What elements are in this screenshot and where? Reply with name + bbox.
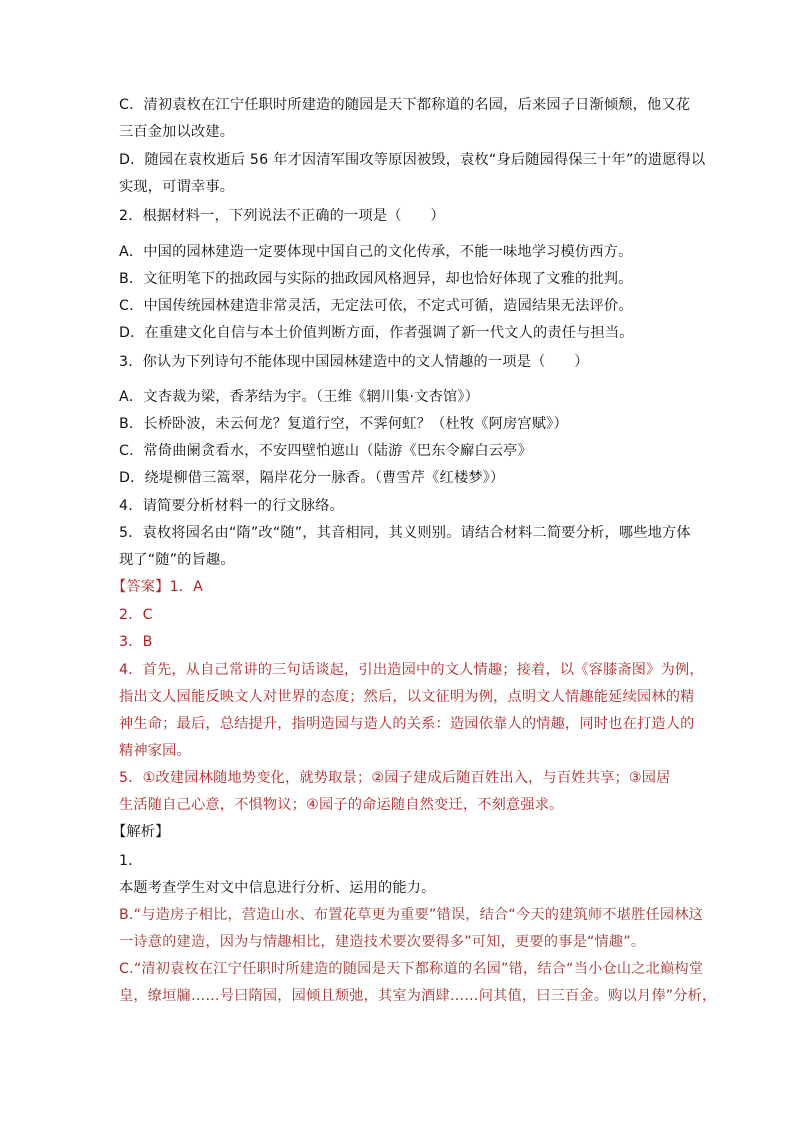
answer-4-line-2: 指出文人园能反映文人对世界的态度；然后，以文征明为例，点明文人情趣能延续园林的精 (119, 689, 695, 705)
analysis-1-b-line-1: B.“与造房子相比，营造山水、布置花草更为重要”错误，结合“今天的建筑师不堪胜任园林这 (119, 907, 704, 923)
answer-3: 3．B (119, 634, 153, 650)
analysis-heading: 【解析】 (112, 824, 170, 840)
question-1-option-c-line-1: C．清初袁枚在江宁任职时所建造的随园是天下都称道的名园，后来园子日渐倾颓，他又花 (119, 97, 691, 113)
analysis-1-intro: 本题考查学生对文中信息进行分析、运用的能力。 (119, 880, 436, 896)
answer-4-line-4: 精神家园。 (119, 743, 191, 759)
question-3-option-b: B．长桥卧波，未云何龙？复道行空，不霁何虹？（杜牧《阿房宫赋》） (119, 416, 568, 432)
analysis-1-b-line-2: 一诗意的建造，因为与情趣相比，建造技术要次要得多”可知，更要的事是“情趣”。 (119, 934, 646, 950)
question-4-stem: 4．请简要分析材料一的行文脉络。 (119, 498, 345, 514)
question-1-option-d-line-2: 实现，可谓幸事。 (119, 179, 235, 195)
answer-4-line-3: 神生命；最后，总结提升，指明造园与造人的关系：造园依靠人的情趣，同时也在打造人的 (119, 716, 695, 732)
question-1-option-d-line-1: D．随园在袁枚逝后 56 年才因清军围攻等原因被毁，袁枚“身后随园得保三十年”的遗愿得以 (119, 152, 706, 168)
answer-5-line-2: 生活随自己心意，不惧物议；④园子的命运随自然变迁，不刻意强求。 (119, 797, 564, 813)
answer-1: 1．A (169, 579, 204, 595)
question-2-option-b: B．文征明笔下的拙政园与实际的拙政园风格迥异，却也恰好体现了文雅的批判。 (119, 271, 633, 287)
question-3-option-c: C．常倚曲阑贪看水，不安四壁怕遮山（陆游《巴东令廨白云亭》 (119, 443, 532, 459)
question-2-option-c: C．中国传统园林建造非常灵活，无定法可依，不定式可循，造园结果无法评价。 (119, 298, 633, 314)
question-2-stem: 2．根据材料一，下列说法不正确的一项是（ ） (119, 208, 445, 224)
answer-heading: 【答案】 (112, 579, 170, 595)
question-5-stem-line-1: 5．袁枚将园名由“隋”改“随”，其音相同，其义则别。请结合材料二简要分析，哪些地方体 (119, 525, 691, 541)
analysis-1-number: 1． (119, 853, 143, 869)
question-3-option-d: D．绕堤柳借三篙翠，隔岸花分一脉香。（曹雪芹《红楼梦》） (119, 470, 505, 486)
answer-2: 2．C (119, 607, 153, 623)
question-3-stem: 3．你认为下列诗句不能体现中国园林建造中的文人情趣的一项是（ ） (119, 354, 589, 370)
question-2-option-a: A．中国的园林建造一定要体现中国自己的文化传承，不能一味地学习模仿西方。 (119, 244, 633, 260)
answer-4-line-1: 4．首先，从自己常讲的三句话谈起，引出造园中的文人情趣；接着，以《容膝斋图》为例， (119, 662, 704, 678)
question-5-stem-line-2: 现了“随”的旨趣。 (119, 552, 235, 568)
answer-5-line-1: 5．①改建园林随地势变化，就势取景；②园子建成后随百姓出入，与百姓共享；③园居 (119, 770, 671, 786)
analysis-1-c-line-1: C.“清初袁枚在江宁任职时所建造的随园是天下都称道的名园”错，结合“当小仓山之北巅构堂 (119, 961, 704, 977)
question-3-option-a: A．文杏裁为梁，香茅结为宇。（王维《辋川集·文杏馆》） (119, 389, 480, 405)
question-1-option-c-line-2: 三百金加以改建。 (119, 124, 235, 140)
answer-section (112, 577, 203, 597)
question-2-option-d: D．在重建文化自信与本土价值判断方面，作者强调了新一代文人的责任与担当。 (119, 325, 634, 341)
analysis-1-c-line-2: 皇，缭垣牖……号曰隋园，园倾且颓弛，其室为酒肆……问其值，曰三百金。购以月俸”分析， (119, 988, 717, 1004)
